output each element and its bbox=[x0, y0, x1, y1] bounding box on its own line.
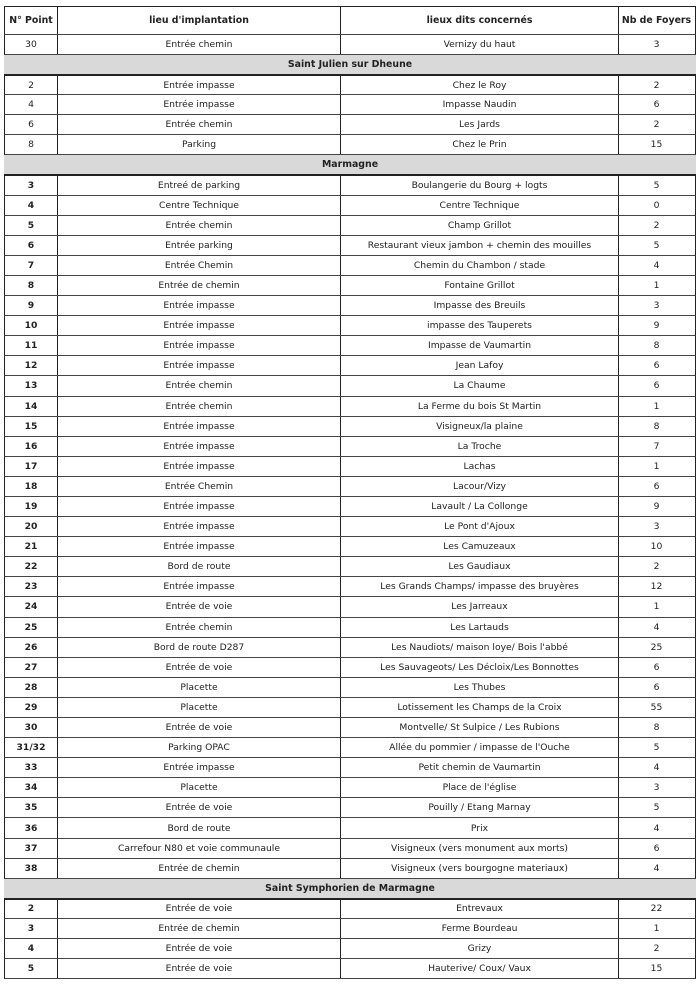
point-cell: 19 bbox=[5, 497, 58, 516]
point-cell: 27 bbox=[5, 658, 58, 677]
foyers-cell: 15 bbox=[650, 139, 663, 151]
lieux-dits-cell: Impasse des Breuils bbox=[341, 296, 619, 315]
point-cell: 22 bbox=[5, 557, 58, 576]
foyers-cell: 2 bbox=[653, 119, 660, 131]
table-row bbox=[4, 678, 696, 698]
table-row bbox=[4, 216, 696, 236]
table-row bbox=[4, 517, 696, 537]
lieu-cell: Entrée impasse bbox=[58, 497, 341, 516]
foyers-cell: 4 bbox=[653, 762, 660, 774]
lieu-cell: Entrée chemin bbox=[58, 216, 341, 235]
point-cell: 11 bbox=[5, 336, 58, 355]
foyers-cell: 25 bbox=[650, 641, 663, 653]
lieux-dits-cell: Le Pont d'Ajoux bbox=[341, 517, 619, 536]
foyers-cell: 5 bbox=[653, 742, 660, 754]
foyers-cell: 12 bbox=[650, 581, 663, 593]
header-point: N° Point bbox=[5, 7, 58, 34]
lieux-dits-cell: Les Lartauds bbox=[341, 618, 619, 637]
lieu-cell: Entrée Chemin bbox=[58, 477, 341, 496]
lieu-cell: Entrée de voie bbox=[58, 798, 341, 817]
table-row bbox=[4, 316, 696, 336]
foyers-cell: 5 bbox=[653, 239, 660, 251]
table-row bbox=[4, 417, 696, 437]
table-row bbox=[4, 196, 696, 216]
foyers-cell: 15 bbox=[650, 963, 663, 975]
lieu-cell: Centre Technique bbox=[58, 196, 341, 215]
lieux-dits-cell: impasse des Tauperets bbox=[341, 316, 619, 335]
lieu-cell: Placette bbox=[58, 778, 341, 797]
foyers-cell: 4 bbox=[653, 822, 660, 834]
foyers-cell: 8 bbox=[653, 420, 660, 432]
lieux-dits-cell: Impasse de Vaumartin bbox=[341, 336, 619, 355]
header-foyers: Nb de Foyers bbox=[621, 15, 692, 26]
table-row bbox=[4, 135, 696, 155]
table-row bbox=[4, 818, 696, 838]
table-row bbox=[4, 477, 696, 497]
foyers-cell: 3 bbox=[653, 521, 660, 533]
lieu-cell: Entreé de parking bbox=[58, 176, 341, 194]
lieu-cell: Entrée de voie bbox=[58, 939, 341, 958]
lieux-dits-cell: Montvelle/ St Sulpice / Les Rubions bbox=[341, 718, 619, 737]
header-lieu: lieu d'implantation bbox=[58, 7, 341, 34]
foyers-cell: 3 bbox=[653, 39, 660, 51]
point-cell: 31/32 bbox=[5, 738, 58, 757]
foyers-cell: 3 bbox=[653, 782, 660, 794]
point-cell: 3 bbox=[5, 176, 58, 194]
point-cell: 33 bbox=[5, 758, 58, 777]
lieux-dits-cell: Les Camuzeaux bbox=[341, 537, 619, 556]
lieu-cell: Parking bbox=[58, 135, 341, 154]
lieux-dits-cell: Visigneux/la plaine bbox=[341, 417, 619, 436]
lieu-cell: Entrée impasse bbox=[58, 517, 341, 536]
table-row bbox=[4, 175, 696, 195]
point-cell: 23 bbox=[5, 577, 58, 596]
point-cell: 28 bbox=[5, 678, 58, 697]
table-row bbox=[4, 356, 696, 376]
point-cell: 26 bbox=[5, 638, 58, 657]
lieu-cell: Parking OPAC bbox=[58, 738, 341, 757]
table-row bbox=[4, 618, 696, 638]
foyers-cell: 2 bbox=[653, 219, 660, 231]
lieux-dits-cell: Place de l'église bbox=[341, 778, 619, 797]
table-row bbox=[4, 698, 696, 718]
lieu-cell: Entrée de voie bbox=[58, 658, 341, 677]
lieux-dits-cell: Les Jarreaux bbox=[341, 597, 619, 616]
lieu-cell: Entrée impasse bbox=[58, 437, 341, 456]
lieux-dits-cell: Hauterive/ Coux/ Vaux bbox=[341, 959, 619, 978]
header-lieux-dits: lieux dits concernés bbox=[341, 7, 619, 34]
lieu-cell: Bord de route bbox=[58, 818, 341, 837]
lieu-cell: Entrée impasse bbox=[58, 316, 341, 335]
table-row bbox=[4, 658, 696, 678]
collection-points-table bbox=[4, 6, 696, 979]
lieux-dits-cell: Les Jards bbox=[341, 115, 619, 134]
table-row bbox=[4, 276, 696, 296]
point-cell: 14 bbox=[5, 397, 58, 416]
table-body bbox=[4, 35, 696, 979]
foyers-cell: 1 bbox=[653, 460, 660, 472]
point-cell: 29 bbox=[5, 698, 58, 717]
lieu-cell: Entrée chemin bbox=[58, 618, 341, 637]
table-header-row bbox=[4, 6, 696, 35]
lieux-dits-cell: Les Grands Champs/ impasse des bruyères bbox=[341, 577, 619, 596]
point-cell: 15 bbox=[5, 417, 58, 436]
table-row bbox=[4, 899, 696, 919]
lieu-cell: Entrée parking bbox=[58, 236, 341, 255]
foyers-cell: 6 bbox=[653, 480, 660, 492]
lieu-cell: Placette bbox=[58, 678, 341, 697]
table-row bbox=[4, 457, 696, 477]
foyers-cell: 0 bbox=[653, 199, 660, 211]
lieux-dits-cell: Les Thubes bbox=[341, 678, 619, 697]
table-row bbox=[4, 437, 696, 457]
lieux-dits-cell: Restaurant vieux jambon + chemin des mouilles bbox=[341, 236, 619, 255]
lieu-cell: Entrée de chemin bbox=[58, 276, 341, 295]
section-header: Saint Symphorien de Marmagne bbox=[4, 879, 696, 899]
point-cell: 16 bbox=[5, 437, 58, 456]
lieux-dits-cell: La Chaume bbox=[341, 376, 619, 395]
foyers-cell: 1 bbox=[653, 922, 660, 934]
point-cell: 4 bbox=[5, 95, 58, 114]
lieu-cell: Placette bbox=[58, 698, 341, 717]
section-header: Saint Julien sur Dheune bbox=[4, 55, 696, 75]
lieu-cell: Entrée impasse bbox=[58, 758, 341, 777]
lieux-dits-cell: Lavault / La Collonge bbox=[341, 497, 619, 516]
table-row bbox=[4, 115, 696, 135]
lieu-cell: Entrée de voie bbox=[58, 597, 341, 616]
point-cell: 24 bbox=[5, 597, 58, 616]
foyers-cell: 4 bbox=[653, 621, 660, 633]
point-cell: 8 bbox=[5, 276, 58, 295]
foyers-cell: 1 bbox=[653, 400, 660, 412]
lieu-cell: Entrée impasse bbox=[58, 457, 341, 476]
lieu-cell: Entrée impasse bbox=[58, 76, 341, 94]
table-row bbox=[4, 798, 696, 818]
point-cell: 21 bbox=[5, 537, 58, 556]
lieu-cell: Entrée chemin bbox=[58, 397, 341, 416]
lieux-dits-cell: Jean Lafoy bbox=[341, 356, 619, 375]
foyers-cell: 55 bbox=[650, 701, 663, 713]
point-cell: 4 bbox=[5, 939, 58, 958]
point-cell: 7 bbox=[5, 256, 58, 275]
lieux-dits-cell: Chez le Prin bbox=[341, 135, 619, 154]
foyers-cell: 7 bbox=[653, 440, 660, 452]
table-row bbox=[4, 919, 696, 939]
point-cell: 6 bbox=[5, 236, 58, 255]
table-row bbox=[4, 75, 696, 95]
foyers-cell: 22 bbox=[650, 903, 663, 915]
lieu-cell: Entrée de chemin bbox=[58, 859, 341, 878]
lieu-cell: Entrée chemin bbox=[58, 376, 341, 395]
lieux-dits-cell: Boulangerie du Bourg + logts bbox=[341, 176, 619, 194]
foyers-cell: 4 bbox=[653, 862, 660, 874]
table-row bbox=[4, 718, 696, 738]
lieu-cell: Entrée de voie bbox=[58, 900, 341, 918]
table-row bbox=[4, 296, 696, 316]
table-row bbox=[4, 497, 696, 517]
table-row bbox=[4, 738, 696, 758]
lieu-cell: Entrée Chemin bbox=[58, 256, 341, 275]
point-cell: 34 bbox=[5, 778, 58, 797]
point-cell: 30 bbox=[5, 35, 58, 54]
foyers-cell: 1 bbox=[653, 279, 660, 291]
foyers-cell: 6 bbox=[653, 99, 660, 111]
foyers-cell: 6 bbox=[653, 380, 660, 392]
lieu-cell: Entrée impasse bbox=[58, 296, 341, 315]
table-row bbox=[4, 959, 696, 979]
lieu-cell: Entrée de chemin bbox=[58, 919, 341, 938]
foyers-cell: 3 bbox=[653, 300, 660, 312]
point-cell: 30 bbox=[5, 718, 58, 737]
table-row bbox=[4, 577, 696, 597]
foyers-cell: 6 bbox=[653, 360, 660, 372]
lieux-dits-cell: Allée du pommier / impasse de l'Ouche bbox=[341, 738, 619, 757]
lieu-cell: Bord de route D287 bbox=[58, 638, 341, 657]
point-cell: 2 bbox=[5, 900, 58, 918]
point-cell: 18 bbox=[5, 477, 58, 496]
foyers-cell: 5 bbox=[653, 802, 660, 814]
lieu-cell: Entrée impasse bbox=[58, 95, 341, 114]
table-row bbox=[4, 597, 696, 617]
lieux-dits-cell: Lachas bbox=[341, 457, 619, 476]
lieu-cell: Entrée impasse bbox=[58, 356, 341, 375]
foyers-cell: 6 bbox=[653, 681, 660, 693]
point-cell: 4 bbox=[5, 196, 58, 215]
lieu-cell: Carrefour N80 et voie communaule bbox=[58, 839, 341, 858]
lieux-dits-cell: Chemin du Chambon / stade bbox=[341, 256, 619, 275]
table-row bbox=[4, 256, 696, 276]
lieux-dits-cell: Lacour/Vizy bbox=[341, 477, 619, 496]
table-row bbox=[4, 638, 696, 658]
foyers-cell: 6 bbox=[653, 661, 660, 673]
foyers-cell: 10 bbox=[650, 541, 663, 553]
point-cell: 13 bbox=[5, 376, 58, 395]
lieu-cell: Entrée impasse bbox=[58, 577, 341, 596]
lieux-dits-cell: Fontaine Grillot bbox=[341, 276, 619, 295]
lieux-dits-cell: Lotissement les Champs de la Croix bbox=[341, 698, 619, 717]
lieu-cell: Entrée chemin bbox=[58, 115, 341, 134]
lieu-cell: Bord de route bbox=[58, 557, 341, 576]
table-row bbox=[4, 778, 696, 798]
lieu-cell: Entrée impasse bbox=[58, 336, 341, 355]
table-row bbox=[4, 35, 696, 55]
table-row bbox=[4, 939, 696, 959]
point-cell: 9 bbox=[5, 296, 58, 315]
table-row bbox=[4, 336, 696, 356]
point-cell: 36 bbox=[5, 818, 58, 837]
foyers-cell: 2 bbox=[653, 561, 660, 573]
point-cell: 5 bbox=[5, 959, 58, 978]
lieu-cell: Entrée de voie bbox=[58, 718, 341, 737]
foyers-cell: 5 bbox=[653, 180, 660, 192]
foyers-cell: 6 bbox=[653, 842, 660, 854]
lieux-dits-cell: Impasse Naudin bbox=[341, 95, 619, 114]
lieux-dits-cell: Les Naudiots/ maison loye/ Bois l'abbé bbox=[341, 638, 619, 657]
lieu-cell: Entrée de voie bbox=[58, 959, 341, 978]
foyers-cell: 8 bbox=[653, 340, 660, 352]
point-cell: 12 bbox=[5, 356, 58, 375]
lieux-dits-cell: Petit chemin de Vaumartin bbox=[341, 758, 619, 777]
lieux-dits-cell: Prix bbox=[341, 818, 619, 837]
point-cell: 38 bbox=[5, 859, 58, 878]
foyers-cell: 2 bbox=[653, 79, 660, 91]
table-row bbox=[4, 859, 696, 879]
section-header: Marmagne bbox=[4, 155, 696, 175]
point-cell: 35 bbox=[5, 798, 58, 817]
lieux-dits-cell: La Ferme du bois St Martin bbox=[341, 397, 619, 416]
lieux-dits-cell: La Troche bbox=[341, 437, 619, 456]
point-cell: 20 bbox=[5, 517, 58, 536]
table-row bbox=[4, 376, 696, 396]
foyers-cell: 4 bbox=[653, 259, 660, 271]
lieux-dits-cell: Pouilly / Etang Marnay bbox=[341, 798, 619, 817]
foyers-cell: 9 bbox=[653, 501, 660, 513]
lieux-dits-cell: Visigneux (vers monument aux morts) bbox=[341, 839, 619, 858]
table-row bbox=[4, 95, 696, 115]
foyers-cell: 2 bbox=[653, 942, 660, 954]
point-cell: 6 bbox=[5, 115, 58, 134]
table-row bbox=[4, 758, 696, 778]
lieux-dits-cell: Centre Technique bbox=[341, 196, 619, 215]
lieux-dits-cell: Les Gaudiaux bbox=[341, 557, 619, 576]
lieux-dits-cell: Chez le Roy bbox=[341, 76, 619, 94]
table-row bbox=[4, 397, 696, 417]
table-row bbox=[4, 557, 696, 577]
lieux-dits-cell: Visigneux (vers bourgogne materiaux) bbox=[341, 859, 619, 878]
lieux-dits-cell: Vernizy du haut bbox=[341, 35, 619, 54]
point-cell: 5 bbox=[5, 216, 58, 235]
lieu-cell: Entrée chemin bbox=[58, 35, 341, 54]
lieux-dits-cell: Les Sauvageots/ Les Décloix/Les Bonnottes bbox=[341, 658, 619, 677]
foyers-cell: 8 bbox=[653, 722, 660, 734]
lieu-cell: Entrée impasse bbox=[58, 537, 341, 556]
table-row bbox=[4, 839, 696, 859]
point-cell: 10 bbox=[5, 316, 58, 335]
lieux-dits-cell: Entrevaux bbox=[341, 900, 619, 918]
table-row bbox=[4, 236, 696, 256]
point-cell: 25 bbox=[5, 618, 58, 637]
lieux-dits-cell: Champ Grillot bbox=[341, 216, 619, 235]
lieux-dits-cell: Grizy bbox=[341, 939, 619, 958]
lieu-cell: Entrée impasse bbox=[58, 417, 341, 436]
lieux-dits-cell: Ferme Bourdeau bbox=[341, 919, 619, 938]
point-cell: 8 bbox=[5, 135, 58, 154]
point-cell: 17 bbox=[5, 457, 58, 476]
point-cell: 37 bbox=[5, 839, 58, 858]
point-cell: 2 bbox=[5, 76, 58, 94]
point-cell: 3 bbox=[5, 919, 58, 938]
table-row bbox=[4, 537, 696, 557]
foyers-cell: 1 bbox=[653, 601, 660, 613]
foyers-cell: 9 bbox=[653, 320, 660, 332]
